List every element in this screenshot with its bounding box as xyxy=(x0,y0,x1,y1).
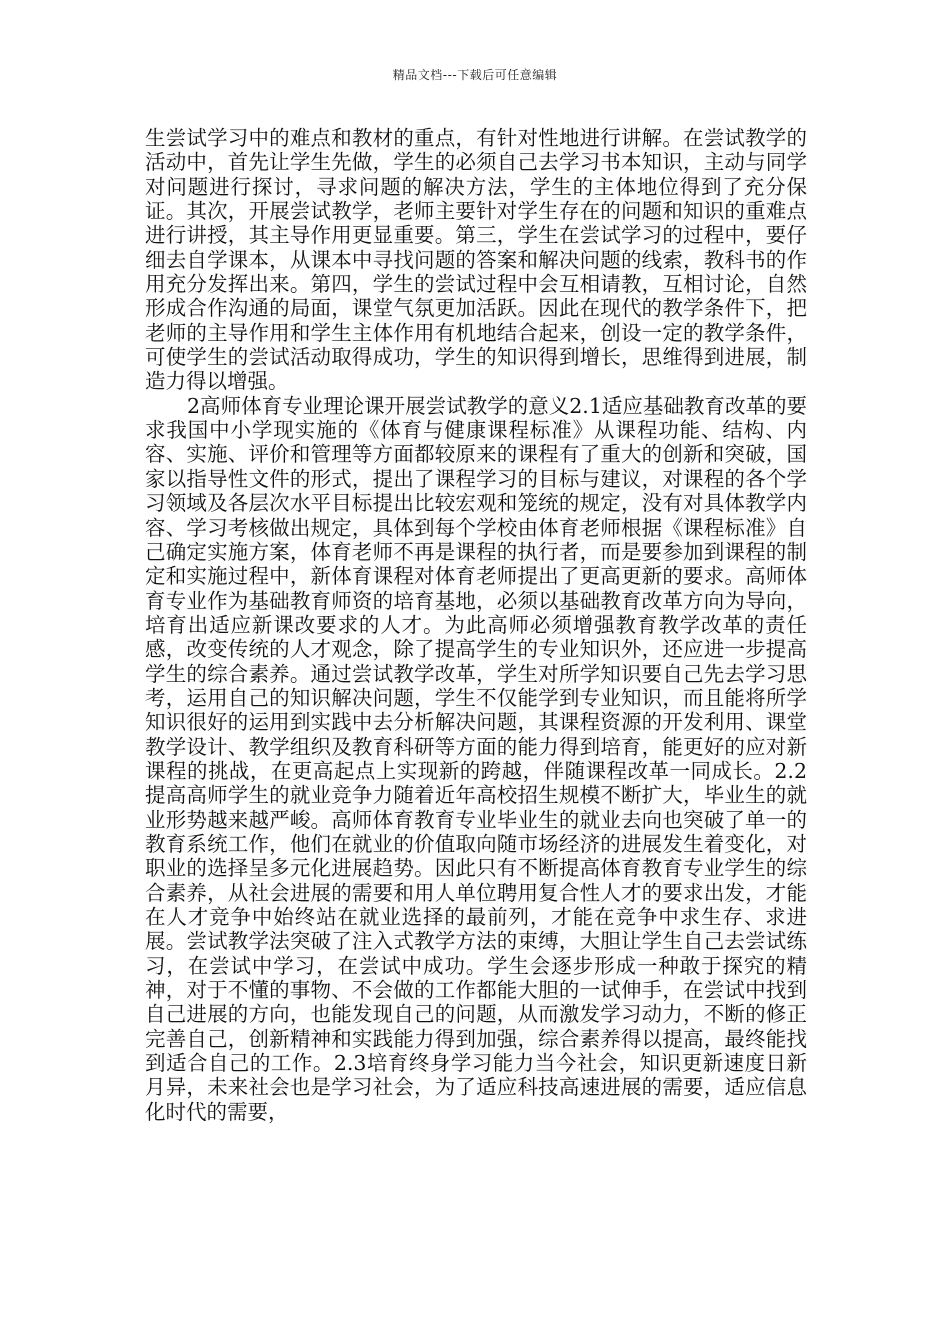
paragraph-2: 2高师体育专业理论课开展尝试教学的意义2.1适应基础教育改革的要求我国中小学现实施的《体育与健康课程标准》从课程功能、结构、内容、实施、评价和管理等方面都较原来的课程有了重大的创新和突破，国家以指导性文件的形式，提出了课程学习的目标与建议，对课程的各个学习领域及各层次水平目标提出比较宏观和笼统的规定，没有对具体教学内容、学习考核做出规定，具体到每个学校由体育老师根据《课程标准》自己确定实施方案，体育老师不再是课程的执行者，而是要参加到课程的制定和实施过程中，新体育课程对体育老师提出了更高更新的要求。高师体育专业作为基础教育师资的培育基地，必须以基础教育改革方向为导向，培育出适应新课改要求的人才。为此高师必须增强教育教学改革的责任感，改变传统的人才观念，除了提高学生的专业知识外，还应进一步提高学生的综合素养。通过尝试教学改革，学生对所学知识要自己先去学习思考，运用自己的知识解决问题，学生不仅能学到专业知识，而且能将所学知识很好的运用到实践中去分析解决问题，其课程资源的开发利用、课堂教学设计、教学组织及教育科研等方面的能力得到培育，能更好的应对新课程的挑战，在更高起点上实现新的跨越，伴随课程改革一同成长。2.2提高高师学生的就业竞争力随着近年高校招生规模不断扩大，毕业生的就业形势越来越严峻。高师体育教育专业毕业生的就业去向也突破了单一的教育系统工作，他们在就业的价值取向随市场经济的进展发生着变化，对职业的选择呈多元化进展趋势。因此只有不断提高体育教育专业学生的综合素养，从社会进展的需要和用人单位聘用复合性人才的要求出发，才能在人才竞争中始终站在就业选择的最前列，才能在竞争中求生存、求进展。尝试教学法突破了注入式教学方法的束缚，大胆让学生自己去尝试练习，在尝试中学习，在尝试中成功。学生会逐步形成一种敢于探究的精神，对于不懂的事物、不会做的工作都能大胆的一试伸手，在尝试中找到自己进展的方向，也能发现自己的问题，从而激发学习动力，不断的修正完善自己，创新精神和实践能力得到加强，综合素养得以提高，最终能找到适合自己的工作。2.3培育终身学习能力当今社会，知识更新速度日新月异，未来社会也是学习社会，为了适应科技高速进展的需要，适应信息化时代的需要， xyxy=(145,393,807,1124)
paragraph-1: 生尝试学习中的难点和教材的重点，有针对性地进行讲解。在尝试教学的活动中，首先让学生先做，学生的必须自己去学习书本知识，主动与同学对问题进行探讨，寻求问题的解决方法，学生的主体地位得到了充分保证。其次，开展尝试教学，老师主要针对学生存在的问题和知识的重难点进行讲授，其主导作用更显重要。第三，学生在尝试学习的过程中，要仔细去自学课本，从课本中寻找问题的答案和解决问题的线索，教科书的作用充分发挥出来。第四，学生的尝试过程中会互相请教，互相讨论，自然形成合作沟通的局面，课堂气氛更加活跃。因此在现代的教学条件下，把老师的主导作用和学生主体作用有机地结合起来，创设一定的教学条件，可使学生的尝试活动取得成功，学生的知识得到增长，思维得到进展，制造力得以增强。 xyxy=(145,126,807,394)
document-body xyxy=(145,126,807,1124)
page-header: 精品文档---下载后可任意编辑 xyxy=(392,68,558,82)
